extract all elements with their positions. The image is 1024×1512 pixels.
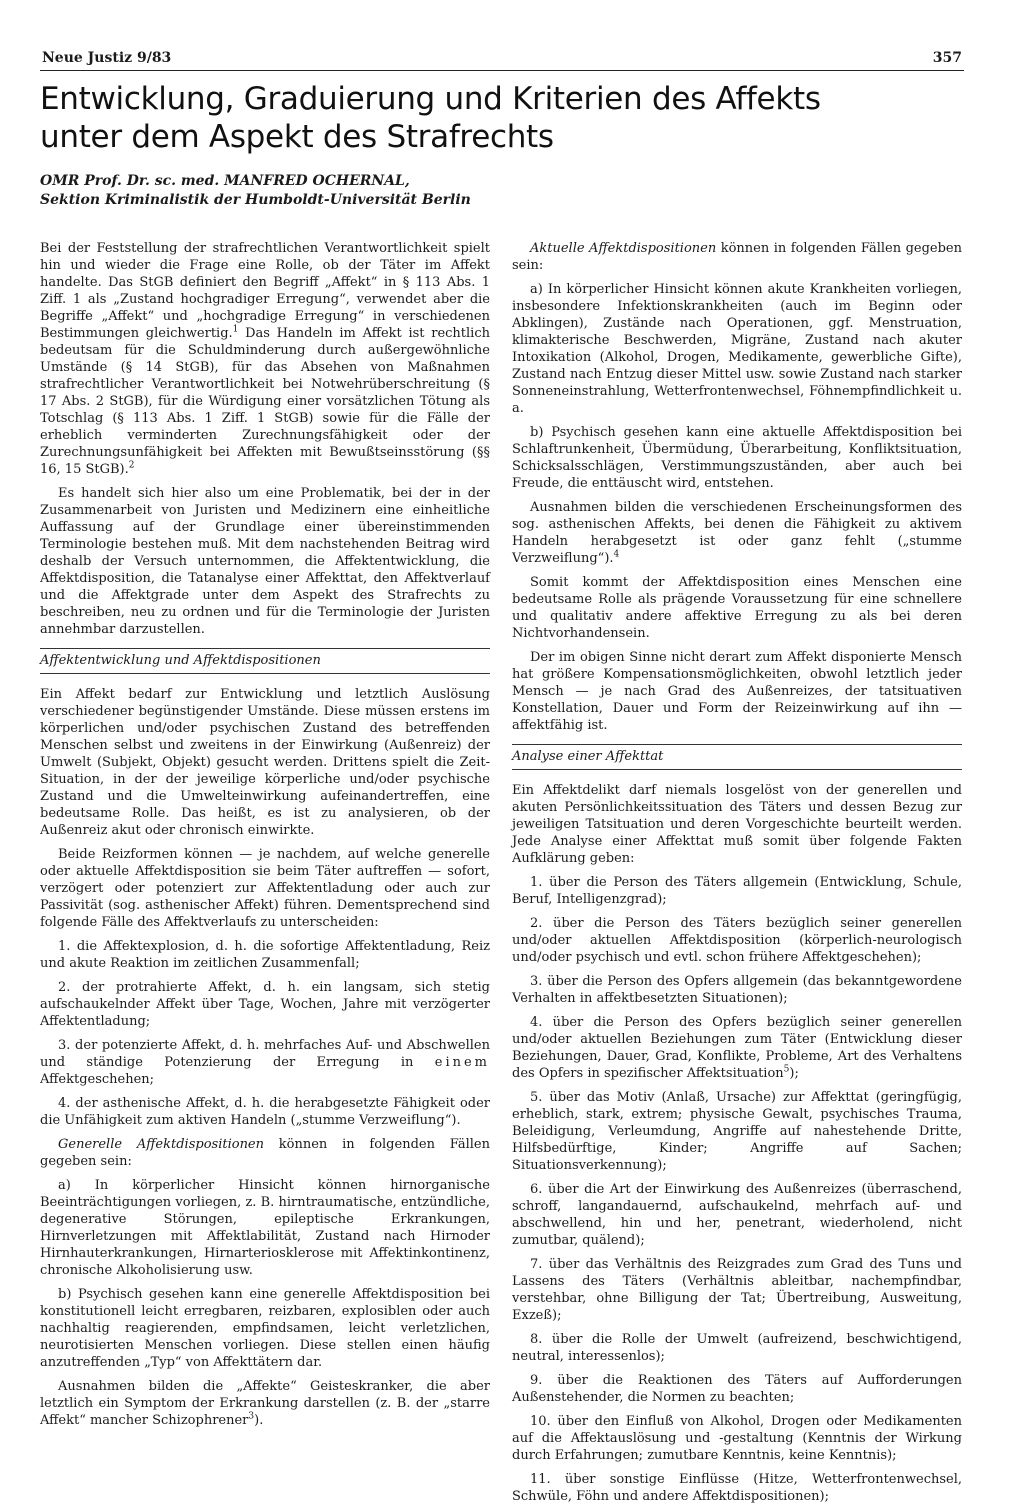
paragraph: Aktuelle Affektdispositionen können in folgenden Fällen gegeben sein:: [512, 241, 962, 273]
list-item: 4. über die Person des Opfers bezüglich seiner generellen und/oder aktuellen Beziehungen zum Täter (Entwicklung dieser Beziehungen, Dauer, Grad, Konflikte, Probleme, Art des Verhaltens des Opfers in spezifischer Affektsituation$^5$);: [512, 1015, 962, 1081]
list-item: 2. der protrahierte Affekt, d. h. ein langsam, sich stetig aufschaukelnder Affekt über Tage, Wochen, Jahre mit verzögerter Affektentladung;: [40, 980, 490, 1029]
footnote-ref: 2: [128, 460, 135, 471]
list-item: 3. der potenzierte Affekt, d. h. mehrfaches Auf- und Abschwellen und ständige Potenzierung der Erregung in einem Affektgeschehen;: [40, 1038, 490, 1087]
author-affiliation: Sektion Kriminalistik der Humboldt-Universität Berlin: [40, 192, 471, 208]
footnote-ref: 5: [783, 1064, 790, 1075]
list-item: 2. über die Person des Täters bezüglich seiner generellen und/oder aktuellen Affektdisposition (körperlich-neurologisch und/oder psychisch und evtl. schon frühere Affektgeschehen);: [512, 916, 962, 965]
paragraph: Ein Affekt bedarf zur Entwicklung und letztlich Auslösung verschiedener begünstigender Umstände. Diese müssen erstens im körperlichen und/oder psychischen Zustand des betreffenden Menschen selbst und zweitens in der Einwirkung (Außenreiz) der Umwelt (Subjekt, Objekt) gesucht werden. Drittens spielt die Zeit-Situation, in der der jeweilige körperliche und/oder psychische Zustand und die Umwelteinwirkung aufeinandertreffen, eine bedeutsame Rolle. Das heißt, es ist zu analysieren, ob der Außenreiz akut oder chronisch einwirkte.: [40, 687, 490, 838]
list-item: 4. der asthenische Affekt, d. h. die herabgesetzte Fähigkeit oder die Unfähigkeit zum aktiven Handeln („stumme Verzweiflung“).: [40, 1096, 490, 1128]
paragraph: b) Psychisch gesehen kann eine aktuelle Affektdisposition bei Schlaftrunkenheit, Übermüdung, Überarbeitung, Konfliktsituation, Schicksalsschlägen, Verstimmungszuständen, aber auch bei Freude, die enttäuscht wird, entstehen.: [512, 425, 962, 491]
page-number: 357: [932, 50, 962, 66]
list-item: 10. über den Einfluß von Alkohol, Drogen oder Medikamenten auf die Affektauslösung und -gestaltung (Kenntnis der Wirkung durch Erfahrungen; zumutbare Kenntnis, keine Kenntnis);: [512, 1414, 962, 1463]
list-item: 5. über das Motiv (Anlaß, Ursache) zur Affekttat (geringfügig, erheblich, stark, extrem; physische Gewalt, psychisches Trauma, Beleidigung, Verleumdung, Angriffe auf nahestehende Dritte, Hilfsbedürftige, Kinder; Angriffe auf Sachen; Situationsverkennung);: [512, 1090, 962, 1173]
list-item: 11. über sonstige Einflüsse (Hitze, Wetterfrontenwechsel, Schwüle, Föhn und andere Affektdispositionen);: [512, 1472, 962, 1504]
paragraph: Ein Affektdelikt darf niemals losgelöst von der generellen und akuten Persönlichkeitssituation des Täters und dessen Bezug zur jeweiligen Tatsituation und deren Vorgeschichte beurteilt werden. Jede Analyse einer Affekttat muß somit über folgende Fakten Aufklärung geben:: [512, 783, 962, 866]
paragraph: Beide Reizformen können — je nachdem, auf welche generelle oder aktuelle Affektdisposition sie beim Täter auftreffen — sofort, verzögert oder potenziert zur Affektentladung oder auch zur Passivität (sog. asthenischer Affekt) führen. Dementsprechend sind folgende Fälle des Affektverlaufs zu unterscheiden:: [40, 847, 490, 930]
title-line-2: unter dem Aspekt des Strafrechts: [40, 119, 554, 155]
section-heading: Analyse einer Affekttat: [512, 744, 962, 770]
footnote-ref: 3: [248, 1411, 255, 1422]
list-item: 8. über die Rolle der Umwelt (aufreizend, beschwichtigend, neutral, interessenlos);: [512, 1332, 962, 1364]
list-item: 7. über das Verhältnis des Reizgrades zum Grad des Tuns und Lassens des Täters (Verhältnis ableitbar, nachempfindbar, verstehbar, ohne Billigung der Tat; Übertreibung, Ausweitung, Exzeß);: [512, 1257, 962, 1323]
paragraph: a) In körperlicher Hinsicht können akute Krankheiten vorliegen, insbesondere Infektionskrankheiten (auch im Beginn oder Abklingen), Zustände nach Operationen, ggf. Menstruation, klimakterische Beschwerden, Migräne, Zustand nach akuter Intoxikation (Alkohol, Drogen, Medikamente, gewerbliche Gifte), Zustand nach Entzug dieser Mittel usw. sowie Zustand nach starker Sonneneinstrahlung, Wetterfrontenwechsel, Föhnempfindlichkeit u. a.: [512, 282, 962, 416]
left-column: [40, 240, 490, 1436]
running-head: [42, 50, 962, 70]
list-item: 6. über die Art der Einwirkung des Außenreizes (überraschend, schroff, langandauernd, aufschaukelnd, mehrfach auf- und abschwellend, hin und her, penetrant, wiederholend, nicht zumutbar, quälend);: [512, 1182, 962, 1248]
paragraph: Generelle Affektdispositionen können in folgenden Fällen gegeben sein:: [40, 1137, 490, 1169]
author-name: OMR Prof. Dr. sc. med. MANFRED OCHERNAL,: [40, 173, 410, 189]
article-title: [40, 80, 970, 156]
header-rule: [40, 70, 964, 71]
author-block: [40, 172, 640, 210]
paragraph: Bei der Feststellung der strafrechtlichen Verantwortlichkeit spielt hin und wieder die Frage eine Rolle, ob der Täter im Affekt handelte. Das StGB definiert den Begriff „Affekt“ in § 113 Abs. 1 Ziff. 1 als „Zustand hochgradiger Erregung“, verwendet aber die Begriffe „Affekt“ und „hochgradige Erregung“ in verschiedenen Bestimmungen gleichwertig.$^1$ Das Handeln im Affekt ist rechtlich bedeutsam für die Schuldminderung durch außergewöhnliche Umstände (§ 14 StGB), für das Absehen von Maßnahmen strafrechtlicher Verantwortlichkeit bei Notwehrüberschreitung (§ 17 Abs. 2 StGB), für die Würdigung einer vorsätzlichen Tötung als Totschlag (§ 113 Abs. 1 Ziff. 1 StGB) sowie für die Fälle der erheblich verminderten Zurechnungsfähigkeit oder der Zurechnungsunfähigkeit bei Affekten mit Bewußtseinsstörung (§§ 16, 15 StGB).$^2$: [40, 241, 490, 477]
footnote-ref: 1: [232, 324, 239, 335]
paragraph: Der im obigen Sinne nicht derart zum Affekt disponierte Mensch hat größere Kompensationsmöglichkeiten, obwohl letztlich jeder Mensch — je nach Grad des Außenreizes, der tatsituativen Konstellation, Dauer und Form der Reizeinwirkung auf ihn — affektfähig ist.: [512, 650, 962, 733]
journal-issue: Neue Justiz 9/83: [42, 50, 172, 66]
list-item: 1. über die Person des Täters allgemein (Entwicklung, Schule, Beruf, Intelligenzgrad);: [512, 875, 962, 907]
list-item: 9. über die Reaktionen des Täters auf Aufforderungen Außenstehender, die Normen zu beachten;: [512, 1373, 962, 1405]
list-item: 3. über die Person des Opfers allgemein (das bekanntgewordene Verhalten in affektbesetzten Situationen);: [512, 974, 962, 1006]
paragraph: Ausnahmen bilden die verschiedenen Erscheinungsformen des sog. asthenischen Affekts, bei denen die Fähigkeit zu aktivem Handeln herabgesetzt ist oder ganz fehlt („stumme Verzweiflung“).$^4$: [512, 500, 962, 566]
paragraph: b) Psychisch gesehen kann eine generelle Affektdisposition bei konstitutionell leicht erregbaren, reizbaren, explosiblen oder auch nachhaltig reagierenden, empfindsamen, leicht verletzlichen, neurotisierten Menschen vorliegen. Diese stellen einen häufig anzutreffenden „Typ“ von Affekttätern dar.: [40, 1287, 490, 1370]
paragraph: Somit kommt der Affektdisposition eines Menschen eine bedeutsame Rolle als prägende Voraussetzung für eine schnellere und qualitativ andere affektive Erregung zu als bei deren Nichtvorhandensein.: [512, 575, 962, 641]
paragraph: a) In körperlicher Hinsicht können hirnorganische Beeinträchtigungen vorliegen, z. B. hirntraumatische, entzündliche, degenerative Störungen, epileptische Erkrankungen, Hirnverletzungen mit Affektlabilität, Zustand nach Hirnoder Hirnhauterkrankungen, Hirnarteriosklerose mit Affektinkontinenz, chronische Alkoholisierung usw.: [40, 1178, 490, 1278]
footnote-ref: 4: [613, 549, 620, 560]
title-line-1: Entwicklung, Graduierung und Kriterien des Affekts: [40, 81, 821, 117]
section-heading: Affektentwicklung und Affektdispositionen: [40, 648, 490, 674]
paragraph: Ausnahmen bilden die „Affekte“ Geisteskranker, die aber letztlich ein Symptom der Erkrankung darstellen (z. B. der „starre Affekt“ mancher Schizophrener$^3$).: [40, 1379, 490, 1428]
paragraph: Es handelt sich hier also um eine Problematik, bei der in der Zusammenarbeit von Juristen und Medizinern eine einheitliche Auffassung auf der Grundlage einer übereinstimmenden Terminologie bestehen muß. Mit dem nachstehenden Beitrag wird deshalb der Versuch unternommen, die Affektentwicklung, die Affektdisposition, die Tatanalyse einer Affekttat, den Affektverlauf und die Affektgrade unter dem Aspekt des Strafrechts zu beschreiben, neu zu ordnen und für die Terminologie der Juristen annehmbar darzustellen.: [40, 486, 490, 637]
list-item: 1. die Affektexplosion, d. h. die sofortige Affektentladung, Reiz und akute Reaktion im zeitlichen Zusammenfall;: [40, 939, 490, 971]
right-column: [512, 240, 962, 1512]
